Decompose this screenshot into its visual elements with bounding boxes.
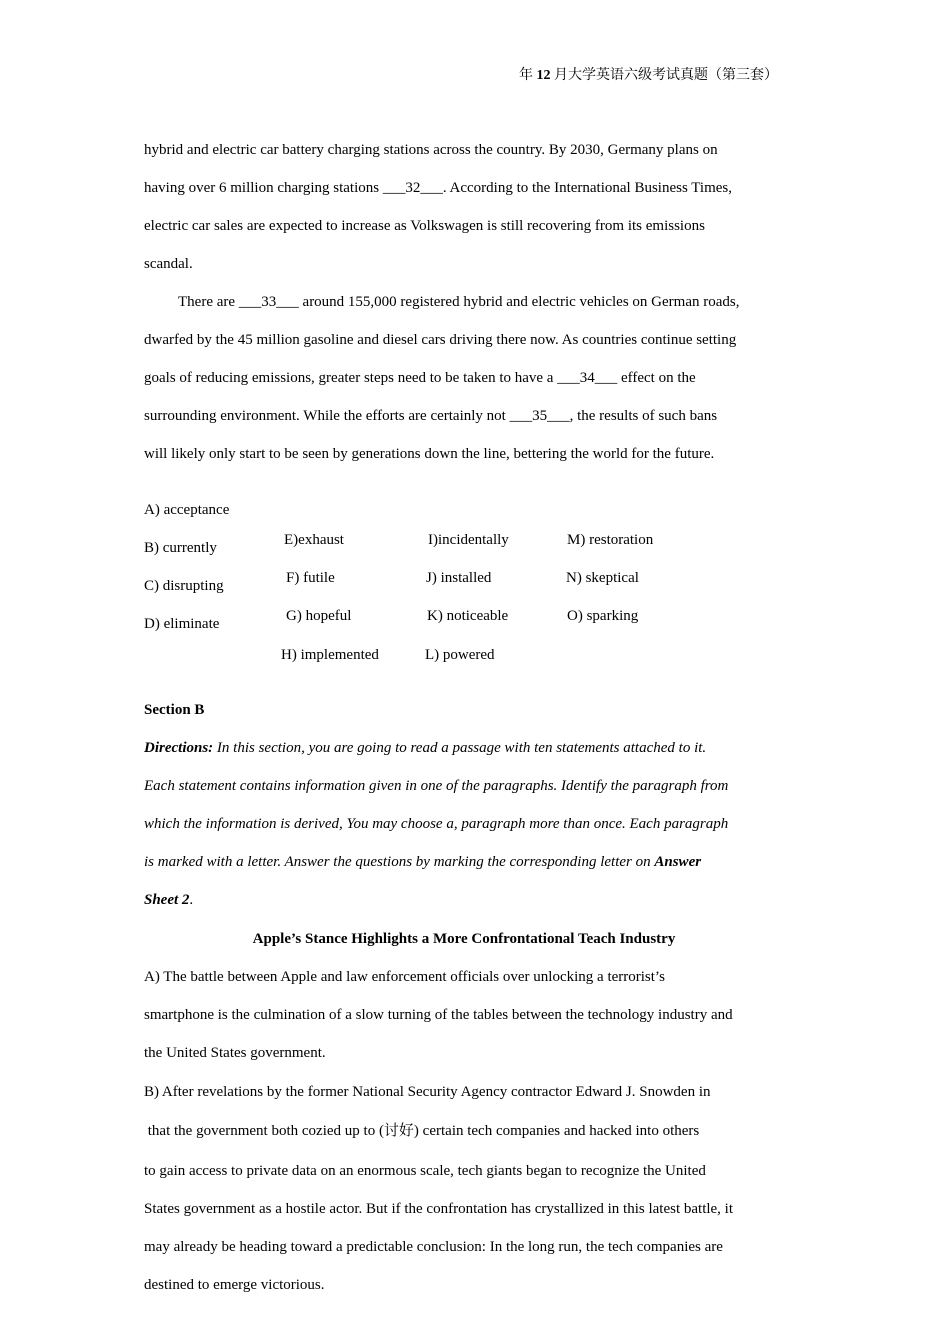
header-prefix: 年 <box>519 68 533 83</box>
option-g: G) hopeful <box>286 608 352 624</box>
article-line: destined to emerge victorious. <box>144 1277 325 1293</box>
directions-line <box>144 890 193 910</box>
directions-line <box>144 852 701 872</box>
article-title: Apple’s Stance Highlights a More Confrontational Teach Industry <box>252 931 676 947</box>
directions-line: Each statement contains information given in one of the paragraphs. Identify the paragraph from <box>144 778 729 794</box>
passage-line: hybrid and electric car battery charging stations across the country. By 2030, Germany plans on <box>144 142 718 158</box>
passage-line: goals of reducing emissions, greater steps need to be taken to have a ___34___ effect on the <box>144 370 696 386</box>
option-e: E)exhaust <box>284 532 344 548</box>
option-n: N) skeptical <box>566 570 639 586</box>
answer-sheet-ref: Answer <box>654 854 702 870</box>
answer-sheet-ref: Sheet 2 <box>144 892 190 908</box>
directions-line: which the information is derived, You may choose a, paragraph more than once. Each paragraph <box>144 816 729 832</box>
option-f: F) futile <box>286 570 335 586</box>
page-header <box>519 66 778 86</box>
option-l: L) powered <box>425 647 495 663</box>
article-line: to gain access to private data on an enormous scale, tech giants began to recognize the United <box>144 1163 706 1179</box>
header-number: 12 <box>536 68 551 83</box>
directions-text: is marked with a letter. Answer the questions by marking the corresponding letter on <box>144 854 655 870</box>
article-line: States government as a hostile actor. But if the confrontation has crystallized in this latest battle, it <box>144 1201 734 1217</box>
header-title: 月大学英语六级考试真题（第三套） <box>554 68 778 83</box>
option-m: M) restoration <box>567 532 654 548</box>
option-d: D) eliminate <box>144 616 220 632</box>
article-line: smartphone is the culmination of a slow turning of the tables between the technology industry and <box>144 1007 733 1023</box>
option-i: I)incidentally <box>428 532 509 548</box>
option-k: K) noticeable <box>427 608 509 624</box>
passage-line: dwarfed by the 45 million gasoline and diesel cars driving there now. As countries continue setting <box>144 332 737 348</box>
option-j: J) installed <box>426 570 492 586</box>
directions-label: Directions: <box>144 740 214 756</box>
article-line: B) After revelations by the former National Security Agency contractor Edward J. Snowden in <box>144 1084 711 1100</box>
option-h: H) implemented <box>281 647 379 663</box>
article-line: the United States government. <box>144 1045 326 1061</box>
article-line: A) The battle between Apple and law enforcement officials over unlocking a terrorist’s <box>144 969 665 985</box>
passage-line: will likely only start to be seen by generations down the line, bettering the world for the future. <box>144 446 715 462</box>
article-line: may already be heading toward a predictable conclusion: In the long run, the tech companies are <box>144 1239 723 1255</box>
period: . <box>189 892 194 908</box>
directions-text: In this section, you are going to read a passage with ten statements attached to it. <box>213 740 707 756</box>
option-a: A) acceptance <box>144 502 230 518</box>
passage-line: scandal. <box>144 256 193 272</box>
option-b: B) currently <box>144 540 217 556</box>
passage-line: There are ___33___ around 155,000 registered hybrid and electric vehicles on German roads, <box>178 294 740 310</box>
article-line: that the government both cozied up to (讨好) certain tech companies and hacked into others <box>144 1123 700 1139</box>
passage-line: surrounding environment. While the efforts are certainly not ___35___, the results of such bans <box>144 408 718 424</box>
passage-line: electric car sales are expected to increase as Volkswagen is still recovering from its emissions <box>144 218 705 234</box>
option-o: O) sparking <box>567 608 639 624</box>
option-c: C) disrupting <box>144 578 224 594</box>
section-title: Section B <box>144 702 205 718</box>
directions-line <box>144 738 706 758</box>
passage-line: having over 6 million charging stations ___32___. According to the International Business Times, <box>144 180 733 196</box>
